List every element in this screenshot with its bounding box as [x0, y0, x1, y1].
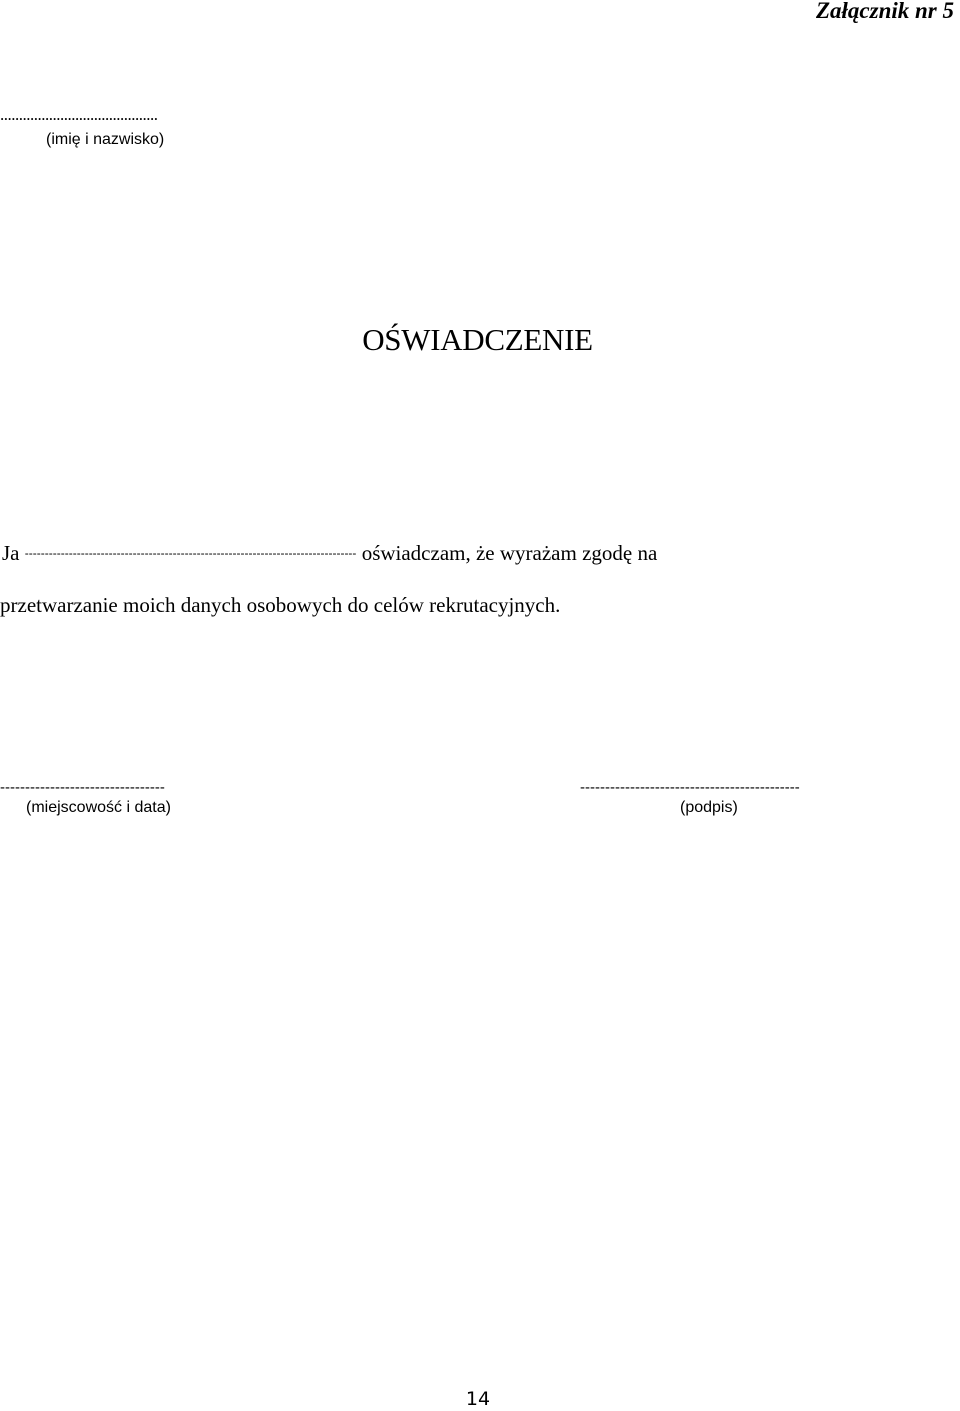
statement-name-fill-line: -----------------------------------------------------------------------------------	[24, 546, 357, 560]
name-caption: (imię i nazwisko)	[46, 131, 165, 148]
page-number: 14	[465, 1388, 491, 1410]
statement-line-2: przetwarzanie moich danych osobowych do celów rekrutacyjnych.	[0, 593, 561, 617]
attachment-label: Załącznik nr 5	[815, 0, 954, 23]
document-title: OŚWIADCZENIE	[362, 322, 593, 357]
signature-fill-line: --------------------------------------------	[580, 779, 800, 796]
name-fill-line: ..........................................	[0, 105, 158, 124]
statement-line-1	[2, 540, 657, 566]
statement-line-1-suffix: oświadczam, że wyrażam zgodę na	[361, 541, 658, 565]
signature-caption: (podpis)	[680, 799, 738, 816]
statement-prefix: Ja	[2, 541, 20, 565]
place-date-caption: (miejscowość i data)	[26, 799, 171, 816]
place-date-fill-line: ---------------------------------	[0, 779, 165, 796]
